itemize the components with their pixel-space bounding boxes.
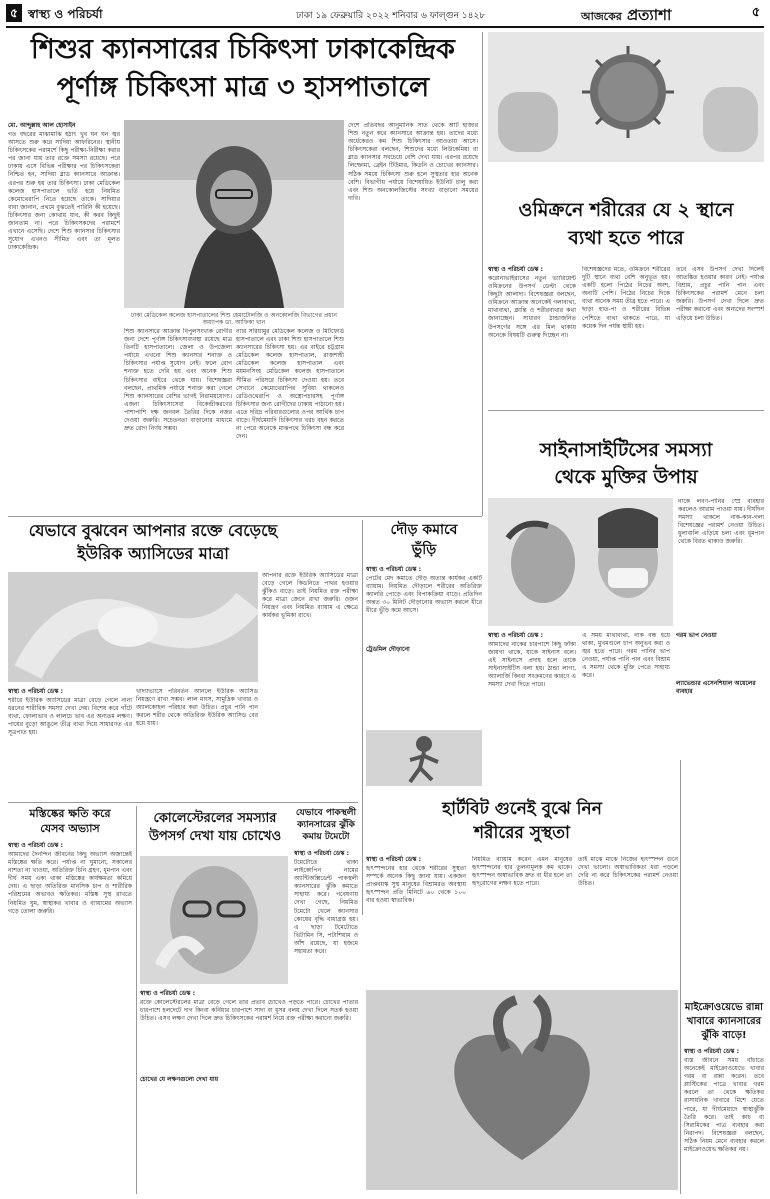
heartbeat-col-2: নিয়মিত ব্যায়াম করেন এমন মানুষের হৃৎস্পন্দনের হার তুলনামূলক কম থাকে। হৃৎস্পন্দন অস্বাভাবিক দ্রুত বা ধীর হলে তা হৃদ্‌রোগের লক্ষণ হতে পারে। xyxy=(472,856,572,888)
virus-illustration-icon xyxy=(488,32,764,162)
tomato-headline-1: যেভাবে পাকস্থলী xyxy=(295,808,357,818)
lead-col-2: শিশু ক্যানসারে আক্রান্ত বিপুলসংখ্যক রোগীর জন্য দেশে পূর্ণাঙ্গ চিকিৎসাব্যবস্থা রয়েছে মাত্র তিনটি হাসপাতালে। জেলা ও উপজেলা পর্যায়ে এখনো শিশু ক্যানসার শনাক্ত ও চিকিৎসার পর্যাপ্ত সুযোগ নেই। ফলে রোগ শনাক্ত হতে দেরি হয় এবং অনেক শিশু চিকিৎসার বাইরে থেকে যায়। বিশেষজ্ঞরা বলছেন, প্রাথমিক পর্যায়ে শনাক্ত করা গেলে শিশু ক্যানসারের বেশির ভাগই নিরাময়যোগ্য। এজন্য চিকিৎসাসেবা বিকেন্দ্রীকরণের পাশাপাশি দক্ষ জনবল তৈরির দিকে নজর দেওয়া জরুরি। সচেতনতা বাড়ানোর মাধ্যমে দ্রুত রোগ নির্ণয় সম্ভব। xyxy=(124,328,232,433)
omicron-headline-2: ব্যথা হতে পারে xyxy=(568,227,684,249)
brand-prefix: আজকের xyxy=(581,10,622,23)
brain-headline-1: মস্তিষ্কের ক্ষতি করে xyxy=(29,807,111,820)
brand-name: প্রত্যাশা xyxy=(626,6,672,24)
eye-strain-illustration-icon xyxy=(140,856,288,984)
heartbeat-headline-2: শরীরের সুস্থতা xyxy=(474,823,570,843)
microwave-headline-2: খাবারে ক্যানসারের xyxy=(686,1016,762,1027)
brain-headline-2: যেসব অভ্যাস xyxy=(40,822,100,835)
lead-col-4: দেশে প্রতিবছর আনুমানিক সাত থেকে আট হাজার শিশু নতুন করে ক্যানসারে আক্রান্ত হয়। তাদের মধ্যে অর্ধেকেরও কম শিশু চিকিৎসার আওতায় আসে। চিকিৎসকেরা বলছেন, শিশুদের মধ্যে লিউকেমিয়া বা ব্লাড ক্যানসার সবচেয়ে বেশি দেখা যায়। এরপর রয়েছে লিম্ফোমা, ব্রেইন টিউমার, কিডনি ও চোখের ক্যানসার। সঠিক সময়ে চিকিৎসা শুরু হলে সুস্থতার হার অনেক বেশি। বিভাগীয় পর্যায়ে বিশেষায়িত ইউনিট চালু করা এবং শিশু অনকোলজিস্টের সংখ্যা বাড়ানো সময়ের দাবি। xyxy=(348,122,478,202)
divider-belly-left xyxy=(362,520,363,915)
sinus-col-2: এ সময় মাথাব্যথা, নাক বন্ধ হয়ে থাকা, মুখমণ্ডলে চাপ অনুভব করা ও জ্বর হতে পারে। গরম পানির ভাপ নেওয়া, পর্যাপ্ত পানি পান এবং বিশ্রাম এ সমস্যা থেকে মুক্তি পেতে সাহায্য করে। xyxy=(582,632,670,680)
tomato-body: টমেটোতে থাকা লাইকোপিন নামের অ্যান্টিঅক্সিডেন্ট পাকস্থলী ক্যানসারের ঝুঁকি কমাতে সাহায্য করে। গবেষণায় দেখা গেছে, নিয়মিত টমেটো খেলে ক্যানসার কোষের বৃদ্ধি বাধাগ্রস্ত হয়। এ ছাড়া টমেটোতে ভিটামিন সি, পটাশিয়াম ও আঁশ রয়েছে, যা হজমে সহায়তা করে। xyxy=(294,859,358,956)
cholesterol-subhead: চোখের যে লক্ষণগুলো দেখা যায় xyxy=(140,1076,219,1083)
divider-microwave-left xyxy=(680,760,681,1194)
knee-pain-illustration-icon xyxy=(8,572,258,682)
tomato-headline-3: কমায় টমেটো xyxy=(302,832,350,842)
uric-photo xyxy=(8,572,258,682)
brain-body: আমাদের দৈনন্দিন জীবনের কিছু অভ্যাস অজান্তেই মস্তিষ্কের ক্ষতি করে। পর্যাপ্ত না ঘুমানো, সকালের নাশতা না খাওয়া, অতিরিক্ত চিনি গ্রহণ, ধূমপান এবং দীর্ঘ সময় একা থাকা মস্তিষ্কের কার্যক্ষমতা কমিয়ে দেয়। এ ছাড়া অতিরিক্ত মানসিক চাপ ও শারীরিক পরিশ্রমের অভাবও ক্ষতিকর। মস্তিষ্ক সুস্থ রাখতে নিয়মিত ঘুম, স্বাস্থ্যকর খাবার ও ব্যায়ামের অভ্যাস গড়ে তোলা জরুরি। xyxy=(8,851,132,915)
omicron-col-3: তবে এসব উপসর্গ দেখা দিলেই আতঙ্কিত হওয়ার কারণ নেই। পর্যাপ্ত বিশ্রাম, প্রচুর পানি পান এবং চিকিৎসকের পরামর্শ মেনে চলা জরুরি। উপসর্গ দেখা দিলে দ্রুত পরীক্ষা করানো এবং অন্যদের সংস্পর্শ এড়িয়ে চলা উচিত। xyxy=(676,266,764,322)
belly-subhead: ট্রেডমিল দৌড়ানো xyxy=(366,646,410,653)
lead-photo-caption: ঢাকা মেডিকেল কলেজ হাসপাতালের শিশু হেমাটোলজি ও অনকোলজি বিভাগের প্রধান অধ্যাপক ডা. আফিকা খান xyxy=(131,312,337,327)
uric-kicker: স্বাস্থ্য ও পরিচর্যা ডেস্ক : xyxy=(8,688,63,695)
omicron-headline-1: ওমিক্রনে শরীরের যে ২ স্থানে xyxy=(518,199,734,221)
issue-date: ঢাকা ১৯ ফেব্রুয়ারি ২০২২ শনিবার ৬ ফাল্গুন ১৪২৮ xyxy=(296,11,486,21)
page-number: ৫ xyxy=(751,5,761,20)
belly-body: পেটের মেদ কমাতে দৌড় অত্যন্ত কার্যকর একটি ব্যায়াম। নিয়মিত দৌড়ালে শরীরের অতিরিক্ত ক্যালরি পোড়ে এবং বিপাকক্রিয়া বাড়ে। প্রতিদিন অন্তত ৩০ মিনিট দৌড়ানোর অভ্যাস করলে ধীরে ধীরে ভুঁড়ি কমে আসে। xyxy=(366,575,482,615)
heartbeat-headline-1: হার্টবিট গুনেই বুঝে নিন xyxy=(442,799,602,819)
lead-col-1: গত বছরের মাঝামাঝি হঠাৎ খুব ঘন ঘন জ্বর আসতে শুরু করে সাদিয়া আফরিনের। স্থানীয় চিকিৎসকের পরামর্শে কিছু পরীক্ষা-নিরীক্ষা করার পর জানা যায় তার রক্তে সমস্যা রয়েছে। পরে ঢাকায় এসে বিভিন্ন পরীক্ষার পর চিকিৎসকেরা নিশ্চিত হন, সাদিয়া ব্লাড ক্যানসারে আক্রান্ত। এরপর শুরু হয় তার চিকিৎসা। ঢাকা মেডিকেল কলেজ হাসপাতালে ভর্তি হয়ে নিয়মিত কেমোথেরাপি নিতে হয়েছে তাকে। সাদিয়ার বাবা জানান, প্রথমে বুঝতেই পারিনি কী হয়েছে। চিকিৎসার জন্য কোথায় যাব, কী করব কিছুই জানতাম না। পরে চিকিৎসকদের পরামর্শে এখানে এসেছি। দেশে শিশু ক্যানসার চিকিৎসার সুযোগ এখনও সীমিত এবং তা মূলত ঢাকাকেন্দ্রিক। xyxy=(8,131,120,252)
sinus-subhead-2: ল্যাভেন্ডার এসেনশিয়াল অয়েলের ব্যবহার xyxy=(676,680,756,695)
microwave-headline-1: মাইক্রোওয়েভে রান্না xyxy=(684,1002,764,1013)
sinus-col-3: নাকে লবণ-পানির স্প্রে ব্যবহার করলেও আরাম পাওয়া যায়। দীর্ঘদিন সমস্যা থাকলে নাক-কান-গলা বিশেষজ্ঞের পরামর্শ নেওয়া উচিত। ধুলাবালি এড়িয়ে চলা এবং ধূমপান থেকে বিরত থাকাও জরুরি। xyxy=(678,498,764,546)
lead-col-3: ন্যার সরিয়ামুর মেডিকেল কলেজ ও মিটফোর্ড হাসপাতালে এবং ঢাকা শিশু হাসপাতালে শিশু ক্যানসারের চিকিৎসা হয়। এর বাইরে চট্টগ্রাম মেডিকেল কলেজ হাসপাতাল, রাজশাহী মেডিকেল কলেজ হাসপাতাল এবং ময়মনসিংহ মেডিকেল কলেজ হাসপাতালে সীমিত পরিসরে চিকিৎসা দেওয়া হয়। তবে সেখানে কেমোথেরাপির সুবিধা থাকলেও রেডিওথেরাপি ও অস্ত্রোপচারসহ পূর্ণাঙ্গ চিকিৎসার জন্য রোগীদের ঢাকায় পাঠানো হয়। এতে দরিদ্র পরিবারগুলোর ওপর আর্থিক চাপ বাড়ে। দীর্ঘমেয়াদি চিকিৎসার খরচ বহন করতে না পেরে অনেকে মাঝপথে চিকিৎসা বন্ধ করে দেন। xyxy=(236,328,344,441)
microwave-body: ব্যস্ত জীবনে সময় বাঁচাতে অনেকেই মাইক্রোওয়েভে খাবার গরম বা রান্না করেন। তবে প্লাস্টিকের পাত্রে খাবার গরম করলে তা থেকে ক্ষতিকর রাসায়নিক খাবারে মিশে যেতে পারে, যা দীর্ঘমেয়াদে স্বাস্থ্যঝুঁকি তৈরি করে। তাই কাচ বা সিরামিকের পাত্র ব্যবহার করা নিরাপদ। বিশেষজ্ঞরা বলছেন, সঠিক নিয়ম মেনে ব্যবহার করলে মাইক্রোওয়েভ ক্ষতিকর নয়। xyxy=(684,1057,764,1154)
sinus-subhead-1: গরম ভাপ নেওয়া xyxy=(676,632,717,639)
divider-lead-right xyxy=(482,32,483,516)
sinus-pain-illustration-icon xyxy=(488,498,673,626)
running-illustration-icon xyxy=(366,730,482,786)
cholesterol-kicker: স্বাস্থ্য ও পরিচর্যা ডেস্ক : xyxy=(140,990,195,997)
belly-headline-1: দৌড় কমাবে xyxy=(390,522,458,538)
uric-headline-2: ইউরিক অ্যাসিডের মাত্রা xyxy=(77,544,229,563)
omicron-col-2: বিশেষজ্ঞদের মতে, ওমিক্রনে শরীরের দুটি স্থানে ব্যথা বেশি অনুভূত হয়। একটি হলো পিঠের নিচের অংশ, অন্যটি পেশি। পিঠের নিচের দিকে ব্যথা অনেক সময় তীব্র হতে পারে। এ ছাড়া হাত-পা ও শরীরের বিভিন্ন পেশিতে ব্যথা থাকতে পারে, যা কয়েক দিন পর্যন্ত স্থায়ী হয়। xyxy=(582,266,670,330)
heartbeat-col-1: হৃৎস্পন্দনের হার থেকে শরীরের সুস্থতা সম্পর্কে অনেক কিছু জানা যায়। একজন প্রাপ্তবয়স্ক সুস্থ মানুষের বিশ্রামরত অবস্থায় হৃৎস্পন্দন প্রতি মিনিটে ৬০ থেকে ১০০ বার হওয়া স্বাভাবিক। xyxy=(366,865,466,905)
sinus-headline-2: থেকে মুক্তির উপায় xyxy=(554,466,698,488)
tomato-headline-2: ক্যানসারের ঝুঁকি xyxy=(297,820,355,830)
uric-headline-1: যেভাবে বুঝবেন আপনার রক্তে বেড়েছে xyxy=(28,521,278,540)
divider-lead-bottom xyxy=(8,516,482,517)
lead-byline: মো. আব্দুল্লাহ আল হোসাইন xyxy=(8,122,76,129)
uric-col-1: শরীরে ইউরিক অ্যাসিডের মাত্রা বেড়ে গেলে নানা ধরনের শারীরিক সমস্যা দেখা দেয়। বিশেষ করে গাঁটে ব্যথা, ফোলাভাব ও লালচে ভাব এর অন্যতম লক্ষণ। পায়ের বুড়ো আঙুলে তীব্র ব্যথা দিয়ে সাধারণত এর সূত্রপাত হয়। xyxy=(8,697,132,737)
sinus-kicker: স্বাস্থ্য ও পরিচর্যা ডেস্ক : xyxy=(488,632,543,639)
heartbeat-kicker: স্বাস্থ্য ও পরিচর্যা ডেস্ক : xyxy=(366,856,421,863)
cholesterol-photo xyxy=(140,856,288,984)
sinus-photo xyxy=(488,498,673,626)
cholesterol-headline-2: উপসর্গ দেখা যায় চোখেও xyxy=(148,829,282,844)
omicron-col-1: করোনাভাইরাসের নতুন ভ্যারিয়েন্ট ওমিক্রনের উপসর্গ ডেল্টা থেকে কিছুটা আলাদা। বিশেষজ্ঞরা বলছেন, ওমিক্রনে আক্রান্ত অনেকেই গলাব্যথা, মাথাব্যথা, ক্লান্তি ও শরীরব্যথার কথা জানাচ্ছেন। সাধারণ ঠান্ডাজনিত উপসর্গের সঙ্গে এর মিল থাকায় অনেকে বিষয়টি গুরুত্ব দিচ্ছেন না। xyxy=(488,275,576,339)
microwave-headline-3: ঝুঁকি বাড়ে! xyxy=(701,1030,747,1041)
belly-photo xyxy=(366,730,482,786)
page-number-left: ৫ xyxy=(6,4,22,22)
uric-col-2: খাদ্যাভ্যাসে পরিবর্তন আনলে ইউরিক অ্যাসিড নিয়ন্ত্রণে রাখা সম্ভব। লাল মাংস, সামুদ্রিক খাবার ও অ্যালকোহল পরিহার করা উচিত। প্রচুর পানি পান করলে শরীর থেকে অতিরিক্ত ইউরিক অ্যাসিড বের হয়ে যায়। xyxy=(136,688,258,728)
omicron-kicker: স্বাস্থ্য ও পরিচর্যা ডেস্ক : xyxy=(488,266,543,273)
heartbeat-col-3: তাই মাঝে মাঝে নিজের হৃৎস্পন্দন গুনে দেখা ভালো। অস্বাভাবিকতা ধরা পড়লে দেরি না করে চিকিৎসকের পরামর্শ নেওয়া উচিত। xyxy=(578,856,678,888)
cholesterol-headline-1: কোলেস্টেরলের সমস্যার xyxy=(153,811,277,826)
belly-headline-2: ভুঁড়ি xyxy=(411,542,437,558)
omicron-photo xyxy=(488,32,764,162)
belly-kicker: স্বাস্থ্য ও পরিচর্যা ডেস্ক : xyxy=(366,566,421,573)
cholesterol-body: রক্তে কোলেস্টেরলের মাত্রা বেড়ে গেলে তার প্রভাব চোখেও পড়তে পারে। চোখের পাতার চারপাশে হলদেটে দাগ কিংবা কর্নিয়ার চারপাশে সাদা বা ধূসর বলয় দেখা দিলে সতর্ক হওয়া উচিত। এসব লক্ষণ দেখা দিলে দ্রুত চিকিৎসকের পরামর্শ নিয়ে রক্ত পরীক্ষা করানো জরুরি। xyxy=(140,999,358,1023)
uric-col-3: আপনার রক্তে ইউরিক অ্যাসিডের মাত্রা বেড়ে গেলে কিডনিতে পাথর হওয়ার ঝুঁকিও বাড়ে। তাই নিয়মিত রক্ত পরীক্ষা করে মাত্রা জেনে রাখা জরুরি। ওজন নিয়ন্ত্রণ এবং নিয়মিত ব্যায়াম এ ক্ষেত্রে কার্যকর ভূমিকা রাখে। xyxy=(262,572,358,620)
lead-headline-2: পূর্ণাঙ্গ চিকিৎসা মাত্র ৩ হাসপাতালে xyxy=(56,72,430,103)
divider-omicron-bottom xyxy=(488,410,764,411)
divider-uric-bottom xyxy=(8,802,358,803)
tomato-kicker: স্বাস্থ্য ও পরিচর্যা ডেস্ক : xyxy=(294,850,349,857)
heartbeat-photo xyxy=(366,990,678,1190)
header-rule xyxy=(6,26,764,28)
divider-brain-right xyxy=(136,806,137,1194)
doctor-portrait-icon xyxy=(124,120,344,308)
section-title: স্বাস্থ্য ও পরিচর্যা xyxy=(28,7,103,21)
brain-kicker: স্বাস্থ্য ও পরিচর্যা ডেস্ক : xyxy=(8,842,63,849)
page-header xyxy=(6,4,764,26)
sinus-col-1: আমাদের নাকের চারপাশে কিছু ফাঁকা জায়গা থাকে, যাকে সাইনাস বলে। এই সাইনাসে প্রদাহ হলে তাকে সাইনাসাইটিস বলা হয়। ঠান্ডা লাগা, অ্যালার্জি কিংবা সংক্রমণের কারণে এ সমস্যা দেখা দিতে পারে। xyxy=(488,641,576,689)
lead-headline-1: শিশুর ক্যানসারের চিকিৎসা ঢাকাকেন্দ্রিক xyxy=(31,34,455,65)
lead-photo xyxy=(124,120,344,308)
heart-illustration-icon xyxy=(366,990,678,1190)
sinus-headline-1: সাইনাসাইটিসের সমস্যা xyxy=(539,439,713,461)
microwave-kicker: স্বাস্থ্য ও পরিচর্যা ডেস্ক : xyxy=(684,1048,739,1055)
